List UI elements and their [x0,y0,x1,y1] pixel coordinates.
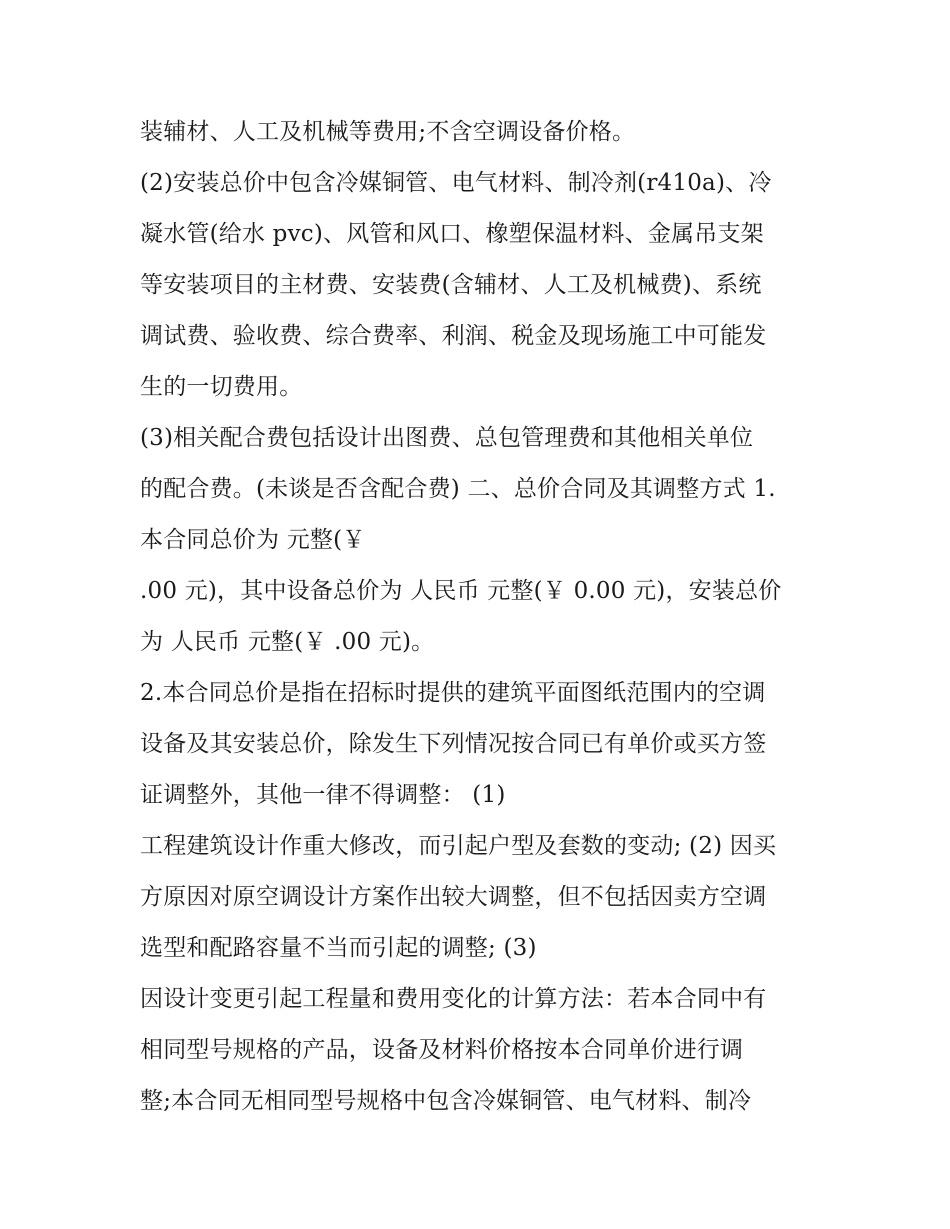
text-line: 方原因对原空调设计方案作出较大调整，但不包括因卖方空调 [140,884,767,910]
text-line: 选型和配路容量不当而引起的调整; (3) [140,935,537,961]
text-line: 等安装项目的主材费、安装费(含辅材、人工及机械费)、系统 [140,272,762,298]
text-line: 凝水管(给水 pvc)、风管和风口、橡塑保温材料、金属吊支架 [140,221,764,247]
text-line: 调试费、验收费、综合费率、利润、税金及现场施工中可能发 [140,323,767,349]
text-line: 相同型号规格的产品，设备及材料价格按本合同单价进行调 [140,1037,744,1063]
text-line: 生的一切费用。 [140,374,303,400]
text-line: 2.本合同总价是指在招标时提供的建筑平面图纸范围内的空调 [140,680,766,706]
text-line: 工程建筑设计作重大修改，而引起户型及套数的变动; (2) 因买 [140,833,777,859]
text-line: 因设计变更引起工程量和费用变化的计算方法：若本合同中有 [140,986,767,1012]
text-line: 为 人民币 元整(￥ .00 元)。 [140,629,435,655]
text-line: 的配合费。(未谈是否含配合费) 二、总价合同及其调整方式 1. [140,476,776,502]
document-body [140,107,820,1127]
text-line: .00 元)，其中设备总价为 人民币 元整(￥ 0.00 元)，安装总价 [140,578,782,604]
text-line: 设备及其安装总价，除发生下列情况按合同已有单价或买方签 [140,731,767,757]
text-line: 证调整外，其他一律不得调整： (1) [140,782,506,808]
text-line: (2)安装总价中包含冷媒铜管、电气材料、制冷剂(r410a)、冷 [140,170,772,196]
text-line: (3)相关配合费包括设计出图费、总包管理费和其他相关单位 [140,425,754,451]
text-line: 本合同总价为 元整(￥ [140,527,366,553]
text-line: 装辅材、人工及机械等费用;不含空调设备价格。 [140,119,636,145]
text-line: 整;本合同无相同型号规格中包含冷媒铜管、电气材料、制冷 [140,1088,752,1114]
